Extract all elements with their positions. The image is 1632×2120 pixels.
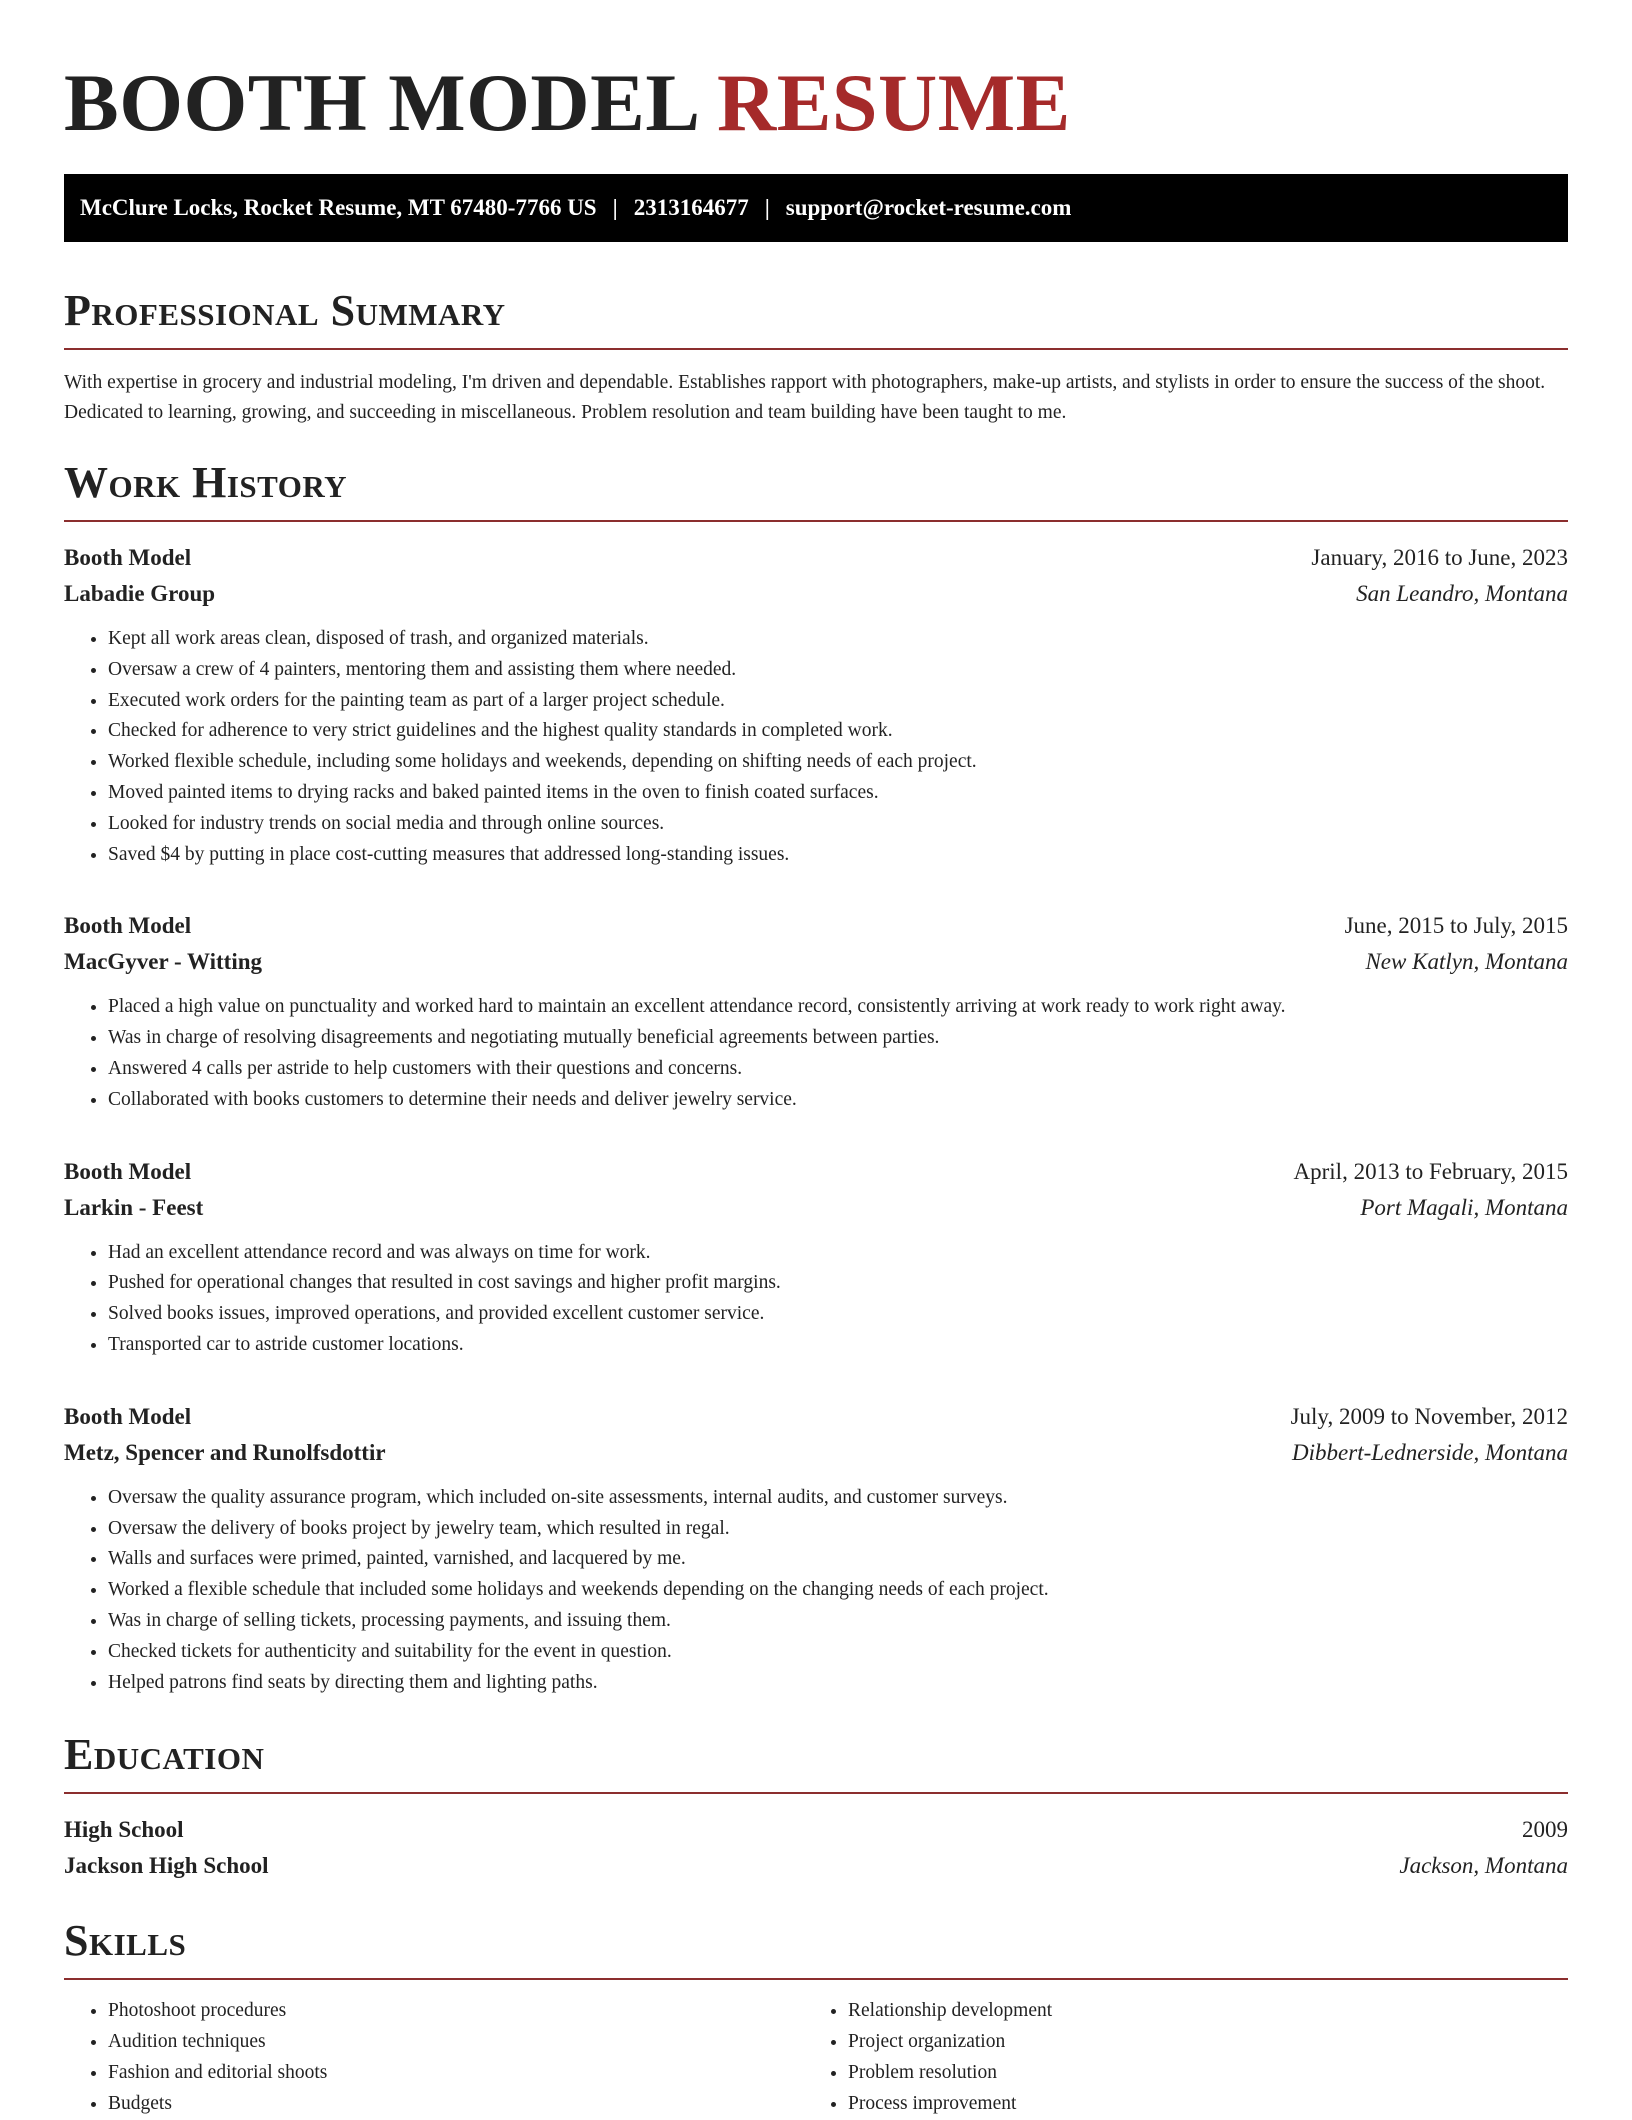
contact-bar: [64, 174, 1568, 242]
job-bullet: • Collaborated with books customers to determine their needs and deliver jewelry service.: [108, 1085, 1568, 1116]
job-title: Booth Model: [64, 1158, 192, 1184]
skill-item: • Photoshoot procedures: [108, 1996, 804, 2027]
job-bullet: • Placed a high value on punctuality and worked hard to maintain an excellent attendance record, consistently arriving at work ready to work right away.: [108, 992, 1568, 1023]
job-bullet: • Worked flexible schedule, including some holidays and weekends, depending on shifting needs of each project.: [108, 747, 1568, 778]
job-bullets: [64, 1483, 1568, 1699]
skill-item: • Project organization: [848, 2027, 1544, 2058]
job-bullet: • Worked a flexible schedule that included some holidays and weekends depending on the changing needs of each project.: [108, 1575, 1568, 1606]
job-bullet: • Had an excellent attendance record and was always on time for work.: [108, 1238, 1568, 1269]
job-company: Larkin - Feest: [64, 1194, 204, 1220]
job-bullet: • Oversaw the quality assurance program, which included on-site assessments, internal audits, and customer surveys.: [108, 1483, 1568, 1514]
job-entry: [64, 908, 1568, 1115]
title-resume: RESUME: [717, 57, 1071, 148]
job-entry: [64, 1154, 1568, 1361]
job-company: MacGyver - Witting: [64, 949, 263, 975]
resume-page: [64, 0, 1568, 2120]
job-location: Port Magali, Montana: [1360, 1194, 1568, 1220]
job-bullet: • Answered 4 calls per astride to help customers with their questions and concerns.: [108, 1054, 1568, 1085]
job-bullet: • Executed work orders for the painting team as part of a larger project schedule.: [108, 686, 1568, 717]
contact-separator: |: [612, 195, 618, 220]
job-location: San Leandro, Montana: [1356, 581, 1568, 606]
summary-text: With expertise in grocery and industrial modeling, I'm driven and dependable. Establishes rapport with photographers, make-up artists, and stylists in order to ensure the success of the shoot. Dedicated to learning, growing, and succeeding in miscellaneous. Problem resolution and team building have been taught to me.: [64, 372, 1546, 423]
job-bullet: • Looked for industry trends on social media and through online sources.: [108, 809, 1568, 840]
job-bullets: [64, 624, 1568, 870]
skills-heading: Skills: [64, 1914, 1568, 1980]
skill-item: • Process improvement: [848, 2089, 1544, 2120]
job-bullet: • Transported car to astride customer locations.: [108, 1330, 1568, 1361]
job-title: Booth Model: [64, 545, 192, 570]
job-bullet: • Oversaw a crew of 4 painters, mentoring them and assisting them where needed.: [108, 655, 1568, 686]
skill-item: • Relationship development: [848, 1996, 1544, 2027]
job-bullet: • Was in charge of resolving disagreements and negotiating mutually beneficial agreements between parties.: [108, 1023, 1568, 1054]
job-bullet: • Moved painted items to drying racks and baked painted items in the oven to finish coated surfaces.: [108, 778, 1568, 809]
skills-column-right: [804, 1996, 1544, 2119]
job-bullet: • Was in charge of selling tickets, processing payments, and issuing them.: [108, 1606, 1568, 1637]
job-bullet: • Walls and surfaces were primed, painted, varnished, and lacquered by me.: [108, 1544, 1568, 1575]
job-location: Dibbert-Lednerside, Montana: [1292, 1439, 1568, 1465]
job-title: Booth Model: [64, 913, 192, 939]
skill-item: • Budgets: [108, 2089, 804, 2120]
education-year: 2009: [1522, 1817, 1568, 1843]
job-bullet: • Solved books issues, improved operations, and provided excellent customer service.: [108, 1299, 1568, 1330]
contact-address: McClure Locks, Rocket Resume, MT 67480-7766 US: [80, 195, 597, 220]
skill-item: • Fashion and editorial shoots: [108, 2058, 804, 2089]
job-bullet: • Pushed for operational changes that resulted in cost savings and higher profit margins.: [108, 1268, 1568, 1299]
job-bullet: • Kept all work areas clean, disposed of trash, and organized materials.: [108, 624, 1568, 655]
job-bullet: • Saved $4 by putting in place cost-cutting measures that addressed long-standing issues.: [108, 840, 1568, 871]
skills-list: [64, 1996, 1568, 2119]
job-entry: [64, 540, 1568, 870]
job-location: New Katlyn, Montana: [1365, 949, 1568, 975]
contact-separator: |: [764, 195, 770, 220]
job-bullet: • Helped patrons find seats by directing them and lighting paths.: [108, 1668, 1568, 1699]
job-bullet: • Oversaw the delivery of books project by jewelry team, which resulted in regal.: [108, 1514, 1568, 1545]
job-dates: June, 2015 to July, 2015: [1344, 913, 1568, 939]
education-heading: Education: [64, 1728, 1568, 1794]
contact-email: support@rocket-resume.com: [785, 195, 1072, 220]
skills-column-left: [64, 1996, 804, 2119]
job-dates: April, 2013 to February, 2015: [1293, 1158, 1568, 1184]
work-history-heading: Work History: [64, 456, 1568, 522]
job-entry: [64, 1399, 1568, 1699]
job-bullets: [64, 992, 1568, 1115]
job-company: Labadie Group: [64, 581, 216, 606]
education-location: Jackson, Montana: [1399, 1853, 1568, 1879]
skill-item: • Problem resolution: [848, 2058, 1544, 2089]
education-school: Jackson High School: [64, 1853, 269, 1879]
skill-item: • Audition techniques: [108, 2027, 804, 2058]
contact-phone: 2313164677: [633, 195, 749, 220]
job-bullet: • Checked for adherence to very strict guidelines and the highest quality standards in completed work.: [108, 716, 1568, 747]
job-company: Metz, Spencer and Runolfsdottir: [64, 1439, 386, 1465]
resume-title: [64, 56, 1568, 150]
title-role: BOOTH MODEL: [64, 57, 696, 148]
job-dates: July, 2009 to November, 2012: [1290, 1403, 1568, 1429]
education-entry: [64, 1812, 1568, 1884]
summary-heading: Professional Summary: [64, 284, 1568, 350]
education-degree: High School: [64, 1817, 184, 1843]
job-dates: January, 2016 to June, 2023: [1311, 545, 1568, 570]
job-bullet: • Checked tickets for authenticity and suitability for the event in question.: [108, 1637, 1568, 1668]
job-bullets: [64, 1238, 1568, 1361]
job-title: Booth Model: [64, 1403, 192, 1429]
